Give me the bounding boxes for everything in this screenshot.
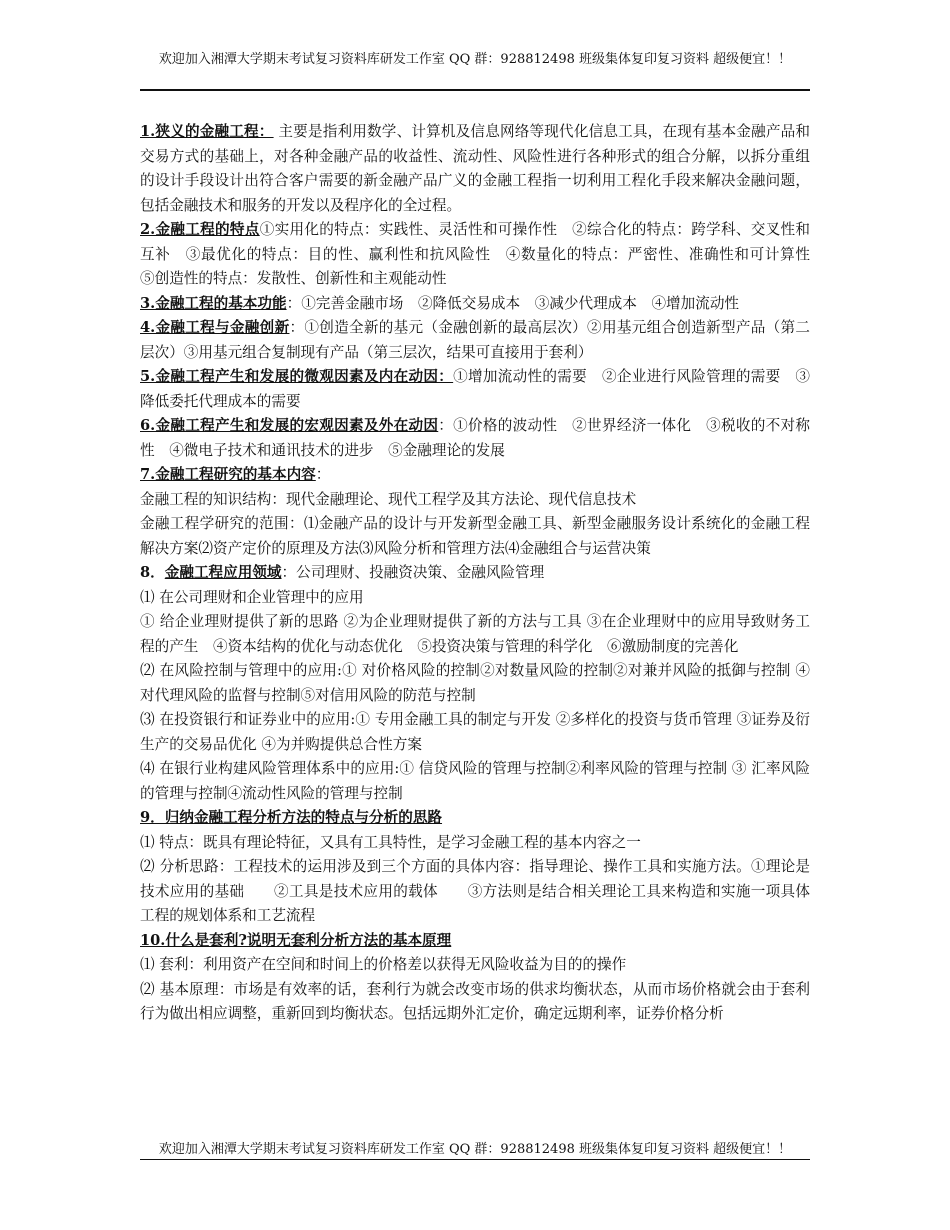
section-5 xyxy=(140,365,810,414)
section-6 xyxy=(140,414,810,463)
section-9-title: 9．归纳金融工程分析方法的特点与分析的思路 xyxy=(140,809,443,826)
section-1 xyxy=(140,120,810,218)
section-2-title: 2.金融工程的特点 xyxy=(140,221,260,238)
footer-divider xyxy=(140,1159,810,1160)
section-4 xyxy=(140,316,810,365)
section-9-p2: ⑵ 分析思路：工程技术的运用涉及到三个方面的具体内容：指导理论、操作工具和实施方法。①理论是技术应用的基础 ②工具是技术应用的载体 ③方法则是结合相关理论工具来构造和实施一项具体工程的规划体系和工艺流程 xyxy=(140,858,810,924)
section-3-body: ：①完善金融市场 ②降低交易成本 ③减少代理成本 ④增加流动性 xyxy=(286,294,740,312)
section-8-title: 金融工程应用领域 xyxy=(164,564,282,581)
section-7-line-1: 金融工程的知识结构：现代金融理论、现代工程学及其方法论、现代信息技术 xyxy=(140,490,637,508)
section-5-title: 5.金融工程产生和发展的微观因素及内在动因： xyxy=(140,368,454,385)
section-7-title: 7.金融工程研究的基本内容 xyxy=(140,466,316,483)
document-body xyxy=(140,120,825,1027)
section-9-p1: ⑴ 特点：既具有理论特征，又具有工具特性，是学习金融工程的基本内容之一 xyxy=(140,833,641,851)
section-1-title: 1.狭义的金融工程： xyxy=(140,123,274,140)
section-4-body: ：①创造全新的基元（金融创新的最高层次）②用基元组合创造新型产品（第二层次）③用基元组合复制现有产品（第三层次，结果可直接用于套利） xyxy=(140,319,810,361)
section-7-title-suffix: ： xyxy=(315,466,331,483)
section-3-title: 3.金融工程的基本功能 xyxy=(140,294,287,312)
section-4-title: 4.金融工程与金融创新 xyxy=(140,319,290,336)
section-2 xyxy=(140,218,825,292)
page-footer: 欢迎加入湘潭大学期末考试复习资料库研发工作室 QQ 群：928812498 班级集体复印复习资料 超级便宜！！ xyxy=(158,1142,792,1157)
section-8-p3: ⑶ 在投资银行和证券业中的应用:① 专用金融工具的制定与开发 ②多样化的投资与货币管理 ③证券及衍生产的交易品优化 ④为并购提供总合性方案 xyxy=(140,711,810,753)
section-2-body: ①实用化的特点：实践性、灵活性和可操作性 ②综合化的特点：跨学科、交叉性和互补 ③最优化的特点：目的性、赢利性和抗风险性 ④数量化的特点：严密性、准确性和可计算性 ⑤创造性的特点：发散性、创新性和主观能动性 xyxy=(140,221,825,287)
page-header: 欢迎加入湘潭大学期末考试复习资料库研发工作室 QQ 群：928812498 班级集体复印复习资料 超级便宜！！ xyxy=(158,52,792,67)
section-1-body: 主要是指利用数学、计算机及信息网络等现代化信息工具，在现有基本金融产品和交易方式的基础上，对各种金融产品的收益性、流动性、风险性进行各种形式的组合分解，以拆分重组的设计手段设计出符合客户需要的新金融产品广义的金融工程指一切利用工程化手段来解决金融问题，包括金融技术和服务的开发以及程序化的全过程。 xyxy=(140,123,810,214)
section-8-prefix: 8． xyxy=(140,564,165,581)
section-5-body: ①增加流动性的需要 ②企业进行风险管理的需要 ③降低委托代理成本的需要 xyxy=(140,368,810,410)
section-10-title: 10.什么是套利?说明无套利分析方法的基本原理 xyxy=(140,931,452,949)
section-8-body: ：公司理财、投融资决策、金融风险管理 xyxy=(281,564,545,581)
section-6-body: ：①价格的波动性 ②世界经济一体化 ③税收的不对称性 ④微电子技术和通讯技术的进步 ⑤金融理论的发展 xyxy=(140,417,810,459)
section-10-p2: ⑵ 基本原理：市场是有效率的话，套利行为就会改变市场的供求均衡状态，从而市场价格就会由于套利行为做出相应调整，重新回到均衡状态。包括远期外汇定价，确定远期利率，证券价格分析 xyxy=(140,980,810,1022)
section-8-p1-title: ⑴ 在公司理财和企业管理中的应用 xyxy=(140,588,364,606)
section-3 xyxy=(140,292,810,317)
section-10 xyxy=(140,929,810,954)
section-9 xyxy=(140,806,810,831)
section-6-title: 6.金融工程产生和发展的宏观因素及外在动因 xyxy=(140,417,439,434)
section-7-line-2: 金融工程学研究的范围：⑴金融产品的设计与开发新型金融工具、新型金融服务设计系统化的金融工程解决方案⑵资产定价的原理及方法⑶风险分析和管理方法⑷金融组合与运营决策 xyxy=(140,515,810,557)
section-8-p4: ⑷ 在银行业构建风险管理体系中的应用:① 信贷风险的管理与控制②利率风险的管理与控制 ③ 汇率风险的管理与控制④流动性风险的管理与控制 xyxy=(140,760,810,802)
section-8 xyxy=(140,561,810,586)
header-divider xyxy=(140,89,810,91)
section-10-p1: ⑴ 套利：利用资产在空间和时间上的价格差以获得无风险收益为目的的操作 xyxy=(140,956,627,973)
section-8-p2: ⑵ 在风险控制与管理中的应用:① 对价格风险的控制②对数量风险的控制②对兼并风险的抵御与控制 ④对代理风险的监督与控制⑤对信用风险的防范与控制 xyxy=(140,662,810,704)
section-8-p1-body: ① 给企业理财提供了新的思路 ②为企业理财提供了新的方法与工具 ③在企业理财中的应用导致财务工程的产生 ④资本结构的优化与动态优化 ⑤投资决策与管理的科学化 ⑥激励制度的完善化 xyxy=(140,613,810,655)
section-7 xyxy=(140,463,810,488)
